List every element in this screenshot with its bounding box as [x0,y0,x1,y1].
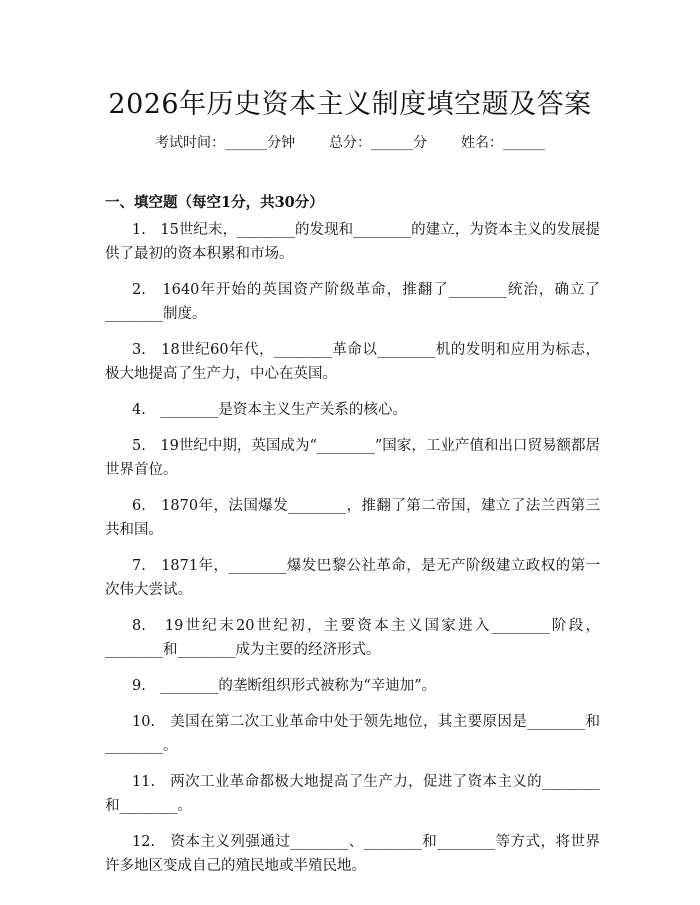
question-item: 5. 19世纪中期，英国成为“________”国家，工业产值和出口贸易额都居世界首位。 [105,438,600,478]
page-title: 2026年历史资本主义制度填空题及答案 [108,89,592,120]
question-item: 12. 资本主义列强通过________、________和________等方式，将世界许多地区变成自己的殖民地或半殖民地。 [105,834,600,874]
question-item: 7. 1871年，________爆发巴黎公社革命，是无产阶级建立政权的第一次伟大尝试。 [105,558,600,598]
total-score: 总分：______分 [329,135,427,151]
question-item: 8. 19世纪末20世纪初，主要资本主义国家进入________阶段，________和________成为主要的经济形式。 [105,618,600,658]
student-name: 姓名：______ [461,135,545,151]
question-item: 9. ________的垄断组织形式被称为“辛迪加”。 [132,678,437,694]
question-item: 6. 1870年，法国爆发________，推翻了第二帝国，建立了法兰西第三共和国。 [105,498,600,538]
question-item: 3. 18世纪60年代，________革命以________机的发明和应用为标志，极大地提高了生产力，中心在英国。 [105,342,600,382]
question-item: 11. 两次工业革命都极大地提高了生产力，促进了资本主义的________和________。 [105,774,600,814]
exam-time: 考试时间：______分钟 [155,135,295,151]
question-item: 1. 15世纪末，________的发现和________的建立，为资本主义的发展提供了最初的资本积累和市场。 [105,222,600,262]
question-item: 2. 1640年开始的英国资产阶级革命，推翻了________统治，确立了________制度。 [105,282,600,322]
question-item: 4. ________是资本主义生产关系的核心。 [132,402,407,418]
section-heading: 一、填空题（每空1分，共30分） [105,194,324,211]
question-item: 10. 美国在第二次工业革命中处于领先地位，其主要原因是________和________。 [105,714,600,754]
exam-info [0,132,700,152]
question-list [105,218,600,890]
